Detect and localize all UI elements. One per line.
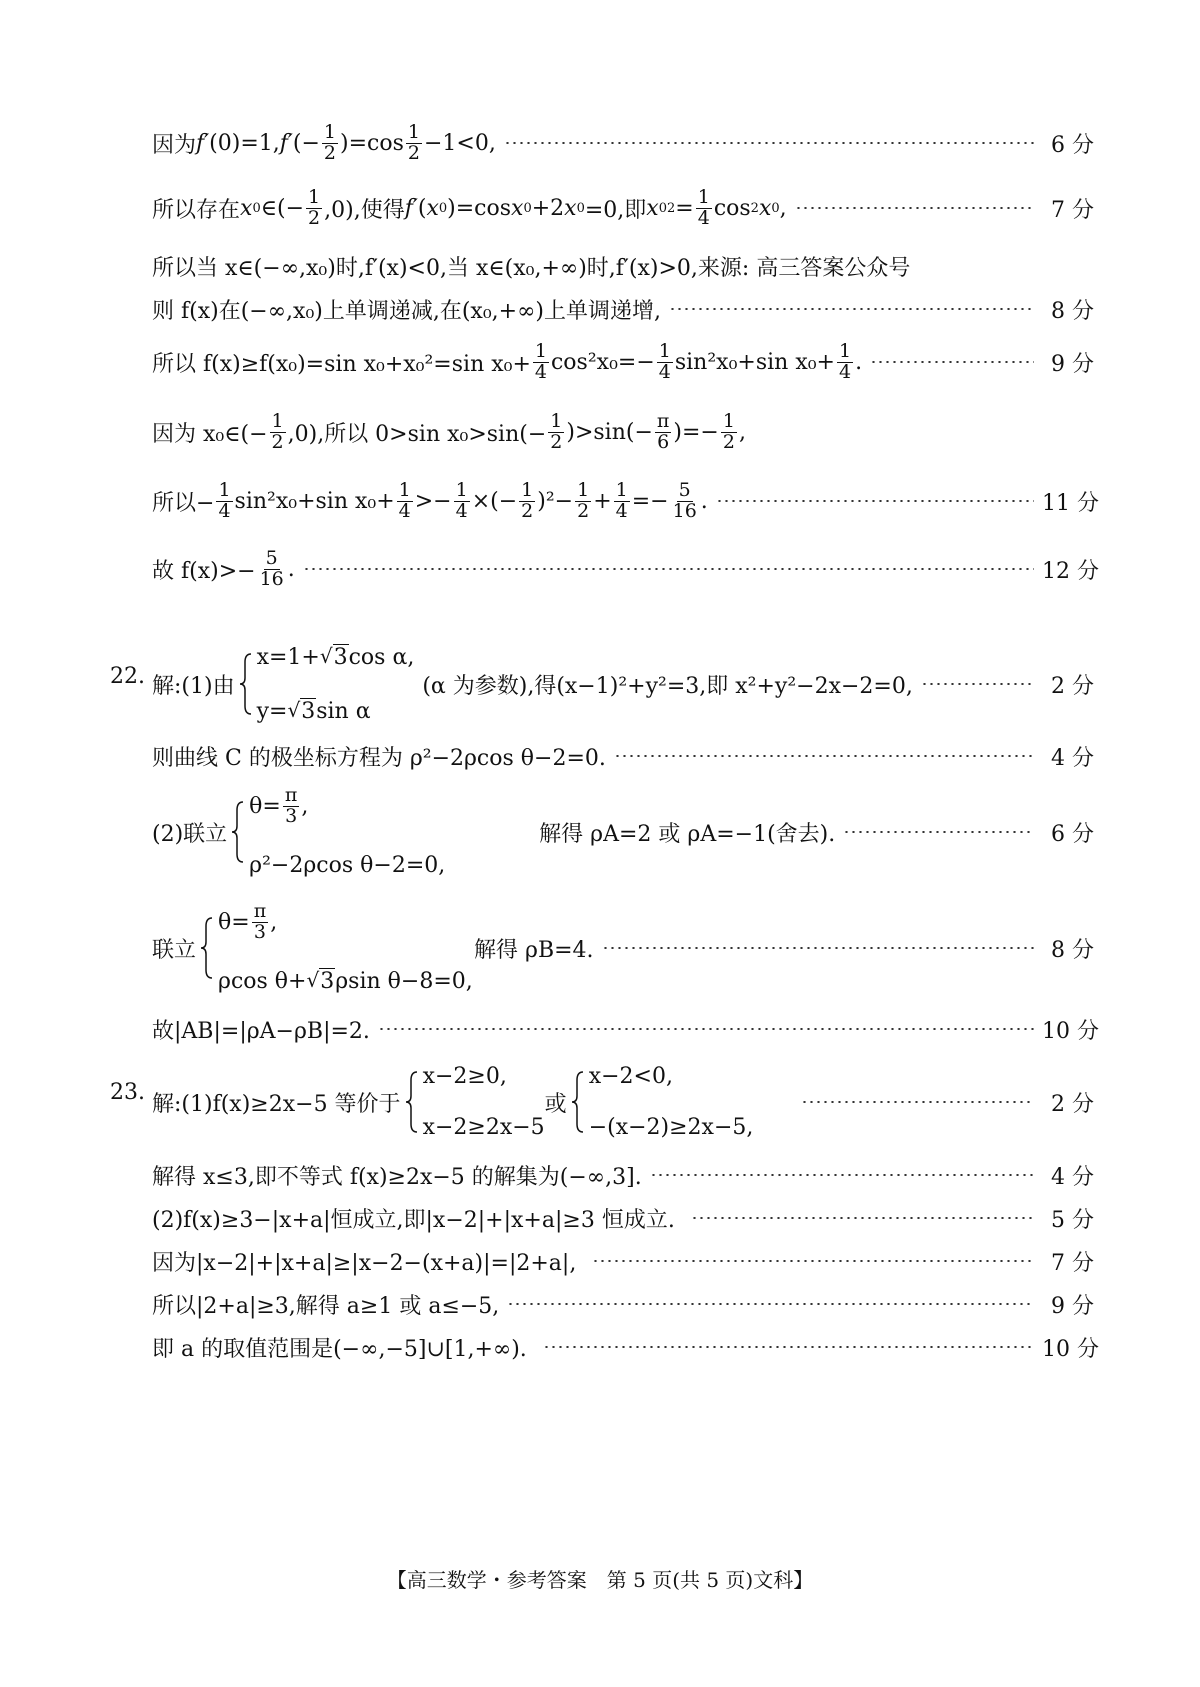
fraction xyxy=(397,478,413,522)
text: )>sin(− xyxy=(566,419,653,445)
radical-icon: √ xyxy=(287,698,301,722)
line-content xyxy=(152,120,496,164)
text: , xyxy=(738,419,746,445)
numerator: 5 xyxy=(265,546,278,569)
denominator: 2 xyxy=(308,206,321,229)
answer-line xyxy=(152,1241,1094,1281)
line-content xyxy=(152,786,835,878)
answer-line xyxy=(152,782,1094,882)
fraction xyxy=(533,339,549,383)
numerator: 1 xyxy=(658,339,671,362)
answer-line xyxy=(152,120,1094,164)
leader-dots xyxy=(795,207,1034,209)
denominator: 4 xyxy=(534,360,547,383)
numerator: 1 xyxy=(407,120,420,143)
denominator: 4 xyxy=(615,499,628,522)
math: x xyxy=(646,195,659,221)
numerator: 5 xyxy=(678,478,691,501)
score-label: 7 分 xyxy=(1051,197,1094,223)
numerator: 1 xyxy=(521,478,534,501)
text: x=1+ xyxy=(256,644,320,670)
text: ρcos θ+ xyxy=(218,968,307,994)
radicand: 3 xyxy=(333,645,348,670)
text: )²− xyxy=(537,488,574,514)
text: =0,即 xyxy=(584,197,647,223)
text: cos xyxy=(713,195,751,221)
text: >− xyxy=(414,488,452,514)
question-number: 23. xyxy=(110,1080,145,1105)
denominator: 2 xyxy=(722,430,735,453)
answer-line xyxy=(152,1009,1099,1049)
fraction xyxy=(454,478,470,522)
denominator: 3 xyxy=(253,920,266,943)
score-label: 5 分 xyxy=(1051,1207,1094,1233)
leader-dots xyxy=(504,142,1034,144)
numerator: 1 xyxy=(455,478,468,501)
fraction xyxy=(614,478,630,522)
case-row: x−2≥0, xyxy=(422,1064,507,1089)
leader-dots xyxy=(801,1101,1034,1103)
numerator: 1 xyxy=(271,409,284,432)
answer-line xyxy=(152,478,1099,522)
denominator: 2 xyxy=(323,141,337,164)
numerator: 1 xyxy=(838,339,852,362)
denominator: 4 xyxy=(658,360,671,383)
line-content xyxy=(152,902,594,994)
leader-dots xyxy=(602,947,1034,949)
left-brace-icon xyxy=(405,1070,419,1134)
score-label: 12 分 xyxy=(1042,558,1099,584)
numerator: 1 xyxy=(398,478,411,501)
leader-dots xyxy=(870,361,1034,363)
left-brace-icon xyxy=(571,1070,585,1134)
line-content xyxy=(152,409,746,453)
leader-dots xyxy=(614,755,1034,757)
text: +2 xyxy=(531,195,565,221)
text: =− xyxy=(631,488,669,514)
text: . xyxy=(700,488,708,514)
text: , xyxy=(301,793,309,819)
text: sin α xyxy=(316,698,371,724)
answer-line xyxy=(152,898,1094,998)
denominator: 4 xyxy=(455,499,468,522)
fraction xyxy=(519,478,535,522)
text: (0)=1, xyxy=(209,130,280,156)
case-system xyxy=(589,1064,754,1140)
line-content: 则 f(x)在(−∞,x₀)上单调递减,在(x₀,+∞)上单调递增, xyxy=(152,298,661,324)
line-content: 故|AB|=|ρA−ρB|=2. xyxy=(152,1018,370,1044)
numerator: π xyxy=(253,900,267,922)
text: 故 f(x)>− xyxy=(152,558,256,584)
numerator: 1 xyxy=(697,185,710,208)
left-brace-icon xyxy=(200,906,214,990)
denominator: 4 xyxy=(838,360,852,383)
score-label: 6 分 xyxy=(1051,132,1094,158)
denominator: 4 xyxy=(218,499,231,522)
answer-line xyxy=(152,546,1099,590)
text: θ= xyxy=(218,909,250,935)
score-label: 9 分 xyxy=(1051,351,1094,377)
line-content: 解得 x≤3,即不等式 f(x)≥2x−5 的解集为(−∞,3]. xyxy=(152,1164,642,1190)
text: 解:(1)由 xyxy=(152,673,235,699)
radicand: 3 xyxy=(301,699,316,724)
fraction xyxy=(575,478,591,522)
subscript: 0 xyxy=(523,200,532,216)
text: cos α, xyxy=(348,644,415,670)
case-system xyxy=(257,644,415,724)
case-system xyxy=(423,1064,545,1140)
denominator: 4 xyxy=(398,499,411,522)
line-content: 因为|x−2|+|x+a|≥|x−2−(x+a)|=|2+a|, xyxy=(152,1250,577,1276)
text: ρsin θ−8=0, xyxy=(335,968,473,994)
answer-line xyxy=(152,289,1094,329)
leader-dots xyxy=(592,1260,1034,1262)
score-label: 2 分 xyxy=(1051,673,1094,699)
line-content: 所以|2+a|≥3,解得 a≥1 或 a≤−5, xyxy=(152,1293,500,1319)
subscript: 0 xyxy=(252,200,261,216)
case-system xyxy=(218,902,474,994)
answer-line xyxy=(152,339,1094,383)
radical-icon: √ xyxy=(306,968,320,992)
case-row xyxy=(218,968,474,994)
score-label: 11 分 xyxy=(1042,490,1099,516)
left-brace-icon xyxy=(231,790,245,874)
text: . xyxy=(855,349,863,375)
fraction xyxy=(406,120,422,164)
score-label: 10 分 xyxy=(1042,1018,1099,1044)
text: 解得 ρA=2 或 ρA=−1(舍去). xyxy=(539,821,836,847)
numerator: 1 xyxy=(218,478,231,501)
text: 联立 xyxy=(152,937,197,963)
fraction xyxy=(655,409,672,453)
fraction xyxy=(270,409,286,453)
text: =cos xyxy=(348,130,404,156)
fraction xyxy=(252,902,269,943)
text: ρ²−2ρcos θ−2=0, xyxy=(249,853,446,878)
text: 或 xyxy=(544,1091,567,1117)
leader-dots xyxy=(843,831,1034,833)
answer-line xyxy=(152,246,1094,286)
numerator: 1 xyxy=(308,185,321,208)
numerator: π xyxy=(656,409,670,432)
fraction xyxy=(548,409,564,453)
math: f′ xyxy=(404,195,418,221)
text: (2)联立 xyxy=(152,821,228,847)
numerator: 1 xyxy=(615,478,628,501)
case-row: x−2<0, xyxy=(588,1064,673,1089)
score-label: 10 分 xyxy=(1042,1336,1099,1362)
score-label: 4 分 xyxy=(1051,1164,1094,1190)
math: f′ xyxy=(196,130,210,156)
numerator: 1 xyxy=(722,409,735,432)
text: )=cos xyxy=(447,195,512,221)
score-label: 8 分 xyxy=(1051,937,1094,963)
text: = xyxy=(675,195,694,221)
case-row xyxy=(257,698,415,724)
superscript: 2 xyxy=(667,200,676,216)
denominator: 4 xyxy=(697,206,710,229)
text: 所以 f(x)≥f(x₀)=sin x₀+x₀²=sin x₀+ xyxy=(152,351,531,377)
line-content xyxy=(152,1064,753,1140)
leader-dots xyxy=(921,683,1034,685)
score-label: 2 分 xyxy=(1051,1091,1094,1117)
text: cos²x₀=− xyxy=(550,349,655,375)
line-content xyxy=(152,644,913,724)
text: , xyxy=(270,909,278,935)
text: 解得 ρB=4. xyxy=(474,937,594,963)
case-row xyxy=(249,853,539,878)
math: f′ xyxy=(279,130,293,156)
case-row xyxy=(257,644,415,670)
subscript: 0 xyxy=(576,200,585,216)
radicand: 3 xyxy=(320,969,335,994)
line-content: (2)f(x)≥3−|x+a|恒成立,即|x−2|+|x+a|≥3 恒成立. xyxy=(152,1207,675,1233)
text: ) xyxy=(340,130,349,156)
text: . xyxy=(287,556,295,582)
denominator: 2 xyxy=(271,430,284,453)
denominator: 16 xyxy=(259,567,284,590)
answer-line xyxy=(152,1198,1094,1238)
answer-line xyxy=(152,636,1094,732)
text: 解:(1)f(x)≥2x−5 等价于 xyxy=(152,1091,401,1117)
leader-dots xyxy=(650,1174,1034,1176)
score-label: 4 分 xyxy=(1051,745,1094,771)
case-row xyxy=(218,902,474,943)
superscript: 2 xyxy=(750,200,759,216)
answer-line xyxy=(152,736,1094,776)
text: + xyxy=(593,488,612,514)
text: θ= xyxy=(249,793,281,819)
text: 所以存在 xyxy=(152,197,241,223)
denominator: 2 xyxy=(407,141,420,164)
page-footer: 【高三数学・参考答案 第 5 页(共 5 页)文科】 xyxy=(386,1568,814,1592)
score-label: 8 分 xyxy=(1051,298,1094,324)
case-system xyxy=(249,786,539,878)
text: ∈(− xyxy=(260,195,305,221)
numerator: π xyxy=(284,784,298,806)
case-row xyxy=(249,786,539,827)
math: x xyxy=(240,195,253,221)
score-label: 9 分 xyxy=(1051,1293,1094,1319)
subscript: 0 xyxy=(771,200,780,216)
text: 因为 xyxy=(152,132,197,158)
line-content: 即 a 的取值范围是(−∞,−5]∪[1,+∞). xyxy=(152,1336,527,1362)
text: sin²x₀+sin x₀+ xyxy=(234,488,395,514)
subscript: 0 xyxy=(438,200,448,216)
sqrt xyxy=(287,698,316,724)
text: ( xyxy=(417,195,427,221)
answer-line xyxy=(152,1155,1094,1195)
fraction xyxy=(657,339,673,383)
math: x xyxy=(511,195,524,221)
fraction xyxy=(671,478,699,522)
answer-line xyxy=(152,185,1094,229)
line-content xyxy=(152,185,787,229)
radical-icon: √ xyxy=(319,644,333,668)
fraction xyxy=(258,546,286,590)
answer-line xyxy=(152,1054,1094,1150)
leader-dots xyxy=(691,1217,1034,1219)
denominator: 2 xyxy=(550,430,563,453)
fraction xyxy=(837,339,853,383)
leader-dots xyxy=(507,1303,1034,1305)
text: 所以− xyxy=(152,490,215,516)
case-row: −(x−2)≥2x−5, xyxy=(588,1115,754,1140)
text: ×(− xyxy=(471,488,518,514)
denominator: 2 xyxy=(521,499,534,522)
numerator: 1 xyxy=(577,478,590,501)
fraction xyxy=(721,409,737,453)
numerator: 1 xyxy=(323,120,337,143)
case-row: x−2≥2x−5 xyxy=(422,1115,545,1140)
math: x xyxy=(564,195,577,221)
leader-dots xyxy=(303,568,1034,570)
fraction xyxy=(283,786,300,827)
text: 因为 x₀∈(− xyxy=(152,421,268,447)
left-brace-icon xyxy=(239,652,253,716)
text: y= xyxy=(256,698,288,724)
denominator: 2 xyxy=(577,499,590,522)
sqrt xyxy=(320,644,349,670)
line-content xyxy=(152,478,708,522)
text: ,0),使得 xyxy=(324,197,405,223)
leader-dots xyxy=(716,500,1034,502)
score-label: 6 分 xyxy=(1051,821,1094,847)
numerator: 1 xyxy=(534,339,547,362)
text: (− xyxy=(292,130,320,156)
fraction xyxy=(322,120,338,164)
line-content xyxy=(152,546,295,590)
text: (α 为参数),得(x−1)²+y²=3,即 x²+y²−2x−2=0, xyxy=(422,673,913,699)
denominator: 6 xyxy=(657,430,670,453)
line-content xyxy=(152,339,863,383)
math: x xyxy=(758,195,772,221)
text: −1<0, xyxy=(424,130,496,156)
line-content: 则曲线 C 的极坐标方程为 ρ²−2ρcos θ−2=0. xyxy=(152,745,606,771)
score-label: 7 分 xyxy=(1051,1250,1094,1276)
math: x xyxy=(426,195,439,221)
line-content: 所以当 x∈(−∞,x₀)时,f′(x)<0,当 x∈(x₀,+∞)时,f′(x)>0,来源: 高三答案公众号 xyxy=(152,255,911,281)
subscript: 0 xyxy=(658,200,667,216)
text: )=− xyxy=(673,419,719,445)
leader-dots xyxy=(543,1346,1034,1348)
leader-dots xyxy=(378,1028,1034,1030)
text: , xyxy=(779,195,787,221)
fraction xyxy=(306,185,322,229)
answer-line xyxy=(152,409,1094,453)
answer-line xyxy=(152,1284,1094,1324)
leader-dots xyxy=(669,308,1034,310)
answer-line xyxy=(152,1327,1099,1367)
text: sin²x₀+sin x₀+ xyxy=(674,349,835,375)
denominator: 16 xyxy=(672,499,697,522)
sqrt xyxy=(306,968,335,994)
numerator: 1 xyxy=(550,409,563,432)
question-number: 22. xyxy=(110,664,145,689)
fraction xyxy=(216,478,232,522)
text: ,0),所以 0>sin x₀>sin(− xyxy=(287,421,547,447)
fraction xyxy=(696,185,712,229)
denominator: 3 xyxy=(285,804,298,827)
